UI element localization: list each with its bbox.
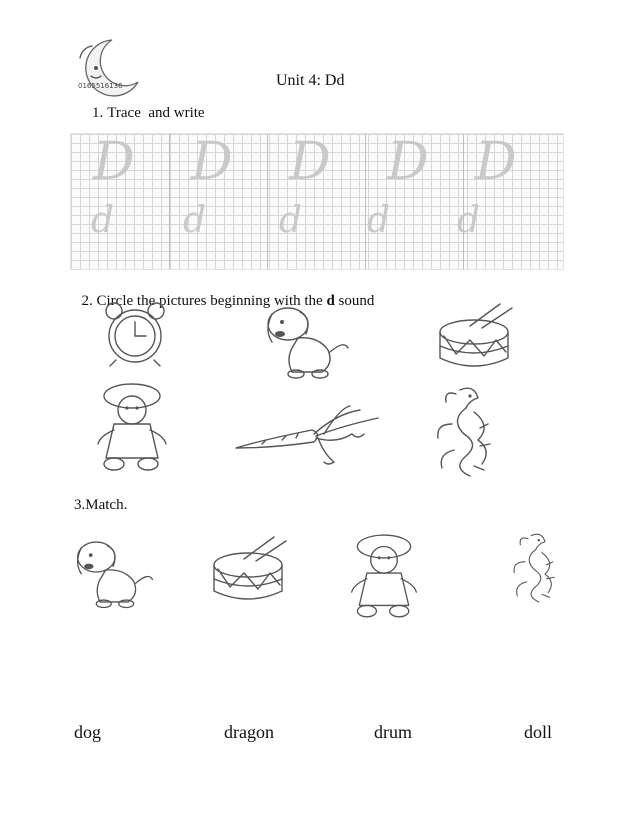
dragon-icon[interactable] — [430, 384, 500, 480]
doll-icon[interactable] — [92, 380, 172, 472]
trace-letter-lower: d — [279, 200, 303, 241]
tracing-grid — [70, 133, 564, 270]
trace-letter-upper: D — [289, 132, 331, 192]
trace-letter-upper: D — [93, 132, 135, 192]
match-word-dragon[interactable]: dragon — [224, 722, 274, 742]
section1-title: Trace and write — [107, 105, 205, 121]
section3-heading: 3.Match. — [74, 497, 128, 513]
drum-icon[interactable] — [434, 302, 520, 374]
carrot-icon[interactable] — [232, 404, 384, 470]
section2-prefix: 2. Circle the pictures beginning with the — [81, 293, 327, 309]
doll-icon[interactable] — [346, 530, 422, 620]
section1-number: 1. — [92, 105, 104, 121]
section2-bold-letter: d — [326, 293, 335, 309]
trace-letter-upper: D — [191, 132, 233, 192]
section1-heading — [92, 105, 205, 122]
moon-logo — [72, 38, 154, 98]
trace-letter-upper: D — [387, 132, 429, 192]
drum-icon[interactable] — [208, 534, 294, 608]
trace-letter-lower: d — [91, 200, 115, 241]
dog-icon[interactable] — [72, 532, 158, 612]
match-word-doll[interactable]: doll — [524, 722, 553, 742]
logo-text: 0165516136 — [78, 82, 123, 90]
page-title: Unit 4: Dd — [276, 72, 345, 89]
dog-icon[interactable] — [262, 300, 354, 380]
section2-suffix: sound — [334, 293, 375, 309]
trace-letter-upper: D — [475, 132, 517, 192]
trace-letter-lower: d — [367, 200, 391, 241]
match-word-drum[interactable]: drum — [374, 722, 412, 742]
clock-icon[interactable] — [98, 302, 172, 368]
trace-letter-lower: d — [457, 200, 481, 241]
trace-letter-lower: d — [183, 200, 207, 241]
dragon-icon[interactable] — [508, 528, 562, 608]
match-word-dog[interactable]: dog — [74, 722, 101, 742]
